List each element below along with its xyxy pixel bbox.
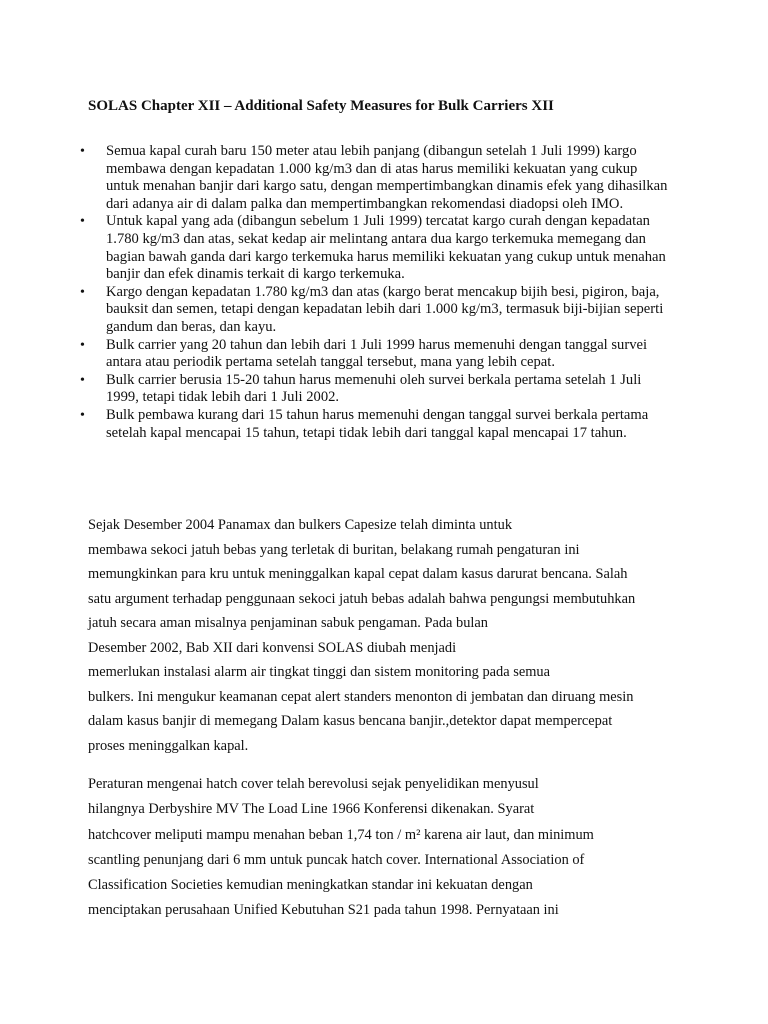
paragraph-line: dalam kasus banjir di memegang Dalam kasus bencana banjir.,detektor dapat mempercepat (88, 713, 613, 729)
bullet-item: • Bulk pembawa kurang dari 15 tahun harus memenuhi dengan tanggal survei berkala pertama setelah kapal mencapai 15 tahun, tetapi tidak lebih dari tanggal kapal mencapai 17 tahun. (106, 407, 668, 442)
paragraph-lifeboats (88, 513, 635, 758)
bullet-item: • Bulk carrier berusia 15-20 tahun harus memenuhi oleh survei berkala pertama setelah 1 Juli 1999, tetapi tidak lebih dari 1 Juli 2002. (106, 372, 668, 407)
paragraph-line: memungkinkan para kru untuk meninggalkan kapal cepat dalam kasus darurat bencana. Salah (88, 566, 628, 582)
bullet-list (106, 143, 668, 442)
bullet-item: • Untuk kapal yang ada (dibangun sebelum 1 Juli 1999) tercatat kargo curah dengan kepadatan 1.780 kg/m3 dan atas, sekat kedap air melintang antara dua kargo terkemuka memegang dan bagian bawah ganda dari kargo terkemuka harus memiliki kekuatan yang cukup untuk menahan banjir dan efek dinamis terkait di kargo terkemuka. (106, 213, 668, 283)
document-heading: SOLAS Chapter XII – Additional Safety Measures for Bulk Carriers XII (88, 98, 554, 114)
paragraph-line: membawa sekoci jatuh bebas yang terletak di buritan, belakang rumah pengaturan ini (88, 541, 580, 558)
paragraph-hatch-cover (88, 772, 594, 924)
paragraph-line: Classification Societies kemudian meningkatkan standar ini kekuatan dengan (88, 877, 533, 894)
paragraph-line: bulkers. Ini mengukur keamanan cepat alert standers menonton di jembatan dan diruang mesin (88, 688, 634, 705)
paragraph-line: Peraturan mengenai hatch cover telah berevolusi sejak penyelidikan menyusul (88, 776, 539, 792)
bullet-item: • Bulk carrier yang 20 tahun dan lebih dari 1 Juli 1999 harus memenuhi dengan tanggal survei antara atau periodik pertama setelah tanggal tersebut, mana yang lebih cepat. (106, 337, 668, 372)
paragraph-line: jatuh secara aman misalnya penjaminan sabuk pengaman. Pada bulan (88, 615, 489, 631)
bullet-item: • Kargo dengan kepadatan 1.780 kg/m3 dan atas (kargo berat mencakup bijih besi, pigiron, baja, bauksit dan semen, tetapi dengan kepadatan lebih dari 1.000 kg/m3, termasuk biji-bijian seperti gandum dan beras, dan kayu. (106, 284, 668, 337)
paragraph-line: proses meninggalkan kapal. (88, 737, 249, 754)
paragraph-line: hilangnya Derbyshire MV The Load Line 1966 Konferensi dikenakan. Syarat (88, 801, 535, 818)
paragraph-line: hatchcover meliputi mampu menahan beban 1,74 ton / m² karena air laut, dan minimum (88, 826, 594, 843)
paragraph-line: menciptakan perusahaan Unified Kebutuhan S21 pada tahun 1998. Pernyataan ini (88, 902, 559, 919)
paragraph-line: memerlukan instalasi alarm air tingkat tinggi dan sistem monitoring pada semua (88, 664, 550, 680)
paragraph-line: Desember 2002, Bab XII dari konvensi SOLAS diubah menjadi (88, 639, 457, 656)
paragraph-line: scantling penunjang dari 6 mm untuk puncak hatch cover. International Association of (88, 851, 585, 868)
paragraph-line: Sejak Desember 2004 Panamax dan bulkers Capesize telah diminta untuk (88, 517, 513, 533)
bullet-item: • Semua kapal curah baru 150 meter atau lebih panjang (dibangun setelah 1 Juli 1999) kargo membawa dengan kepadatan 1.000 kg/m3 dan di atas harus memiliki kekuatan yang cukup untuk menahan banjir dari kargo satu, dengan mempertimbangkan dinamis efek yang dihasilkan dari adanya air di dalam palka dan mempertimbangkan rekomendasi diadopsi oleh IMO. (106, 143, 668, 213)
paragraph-line: satu argument terhadap penggunaan sekoci jatuh bebas adalah bahwa pengungsi membutuhkan (88, 590, 636, 607)
